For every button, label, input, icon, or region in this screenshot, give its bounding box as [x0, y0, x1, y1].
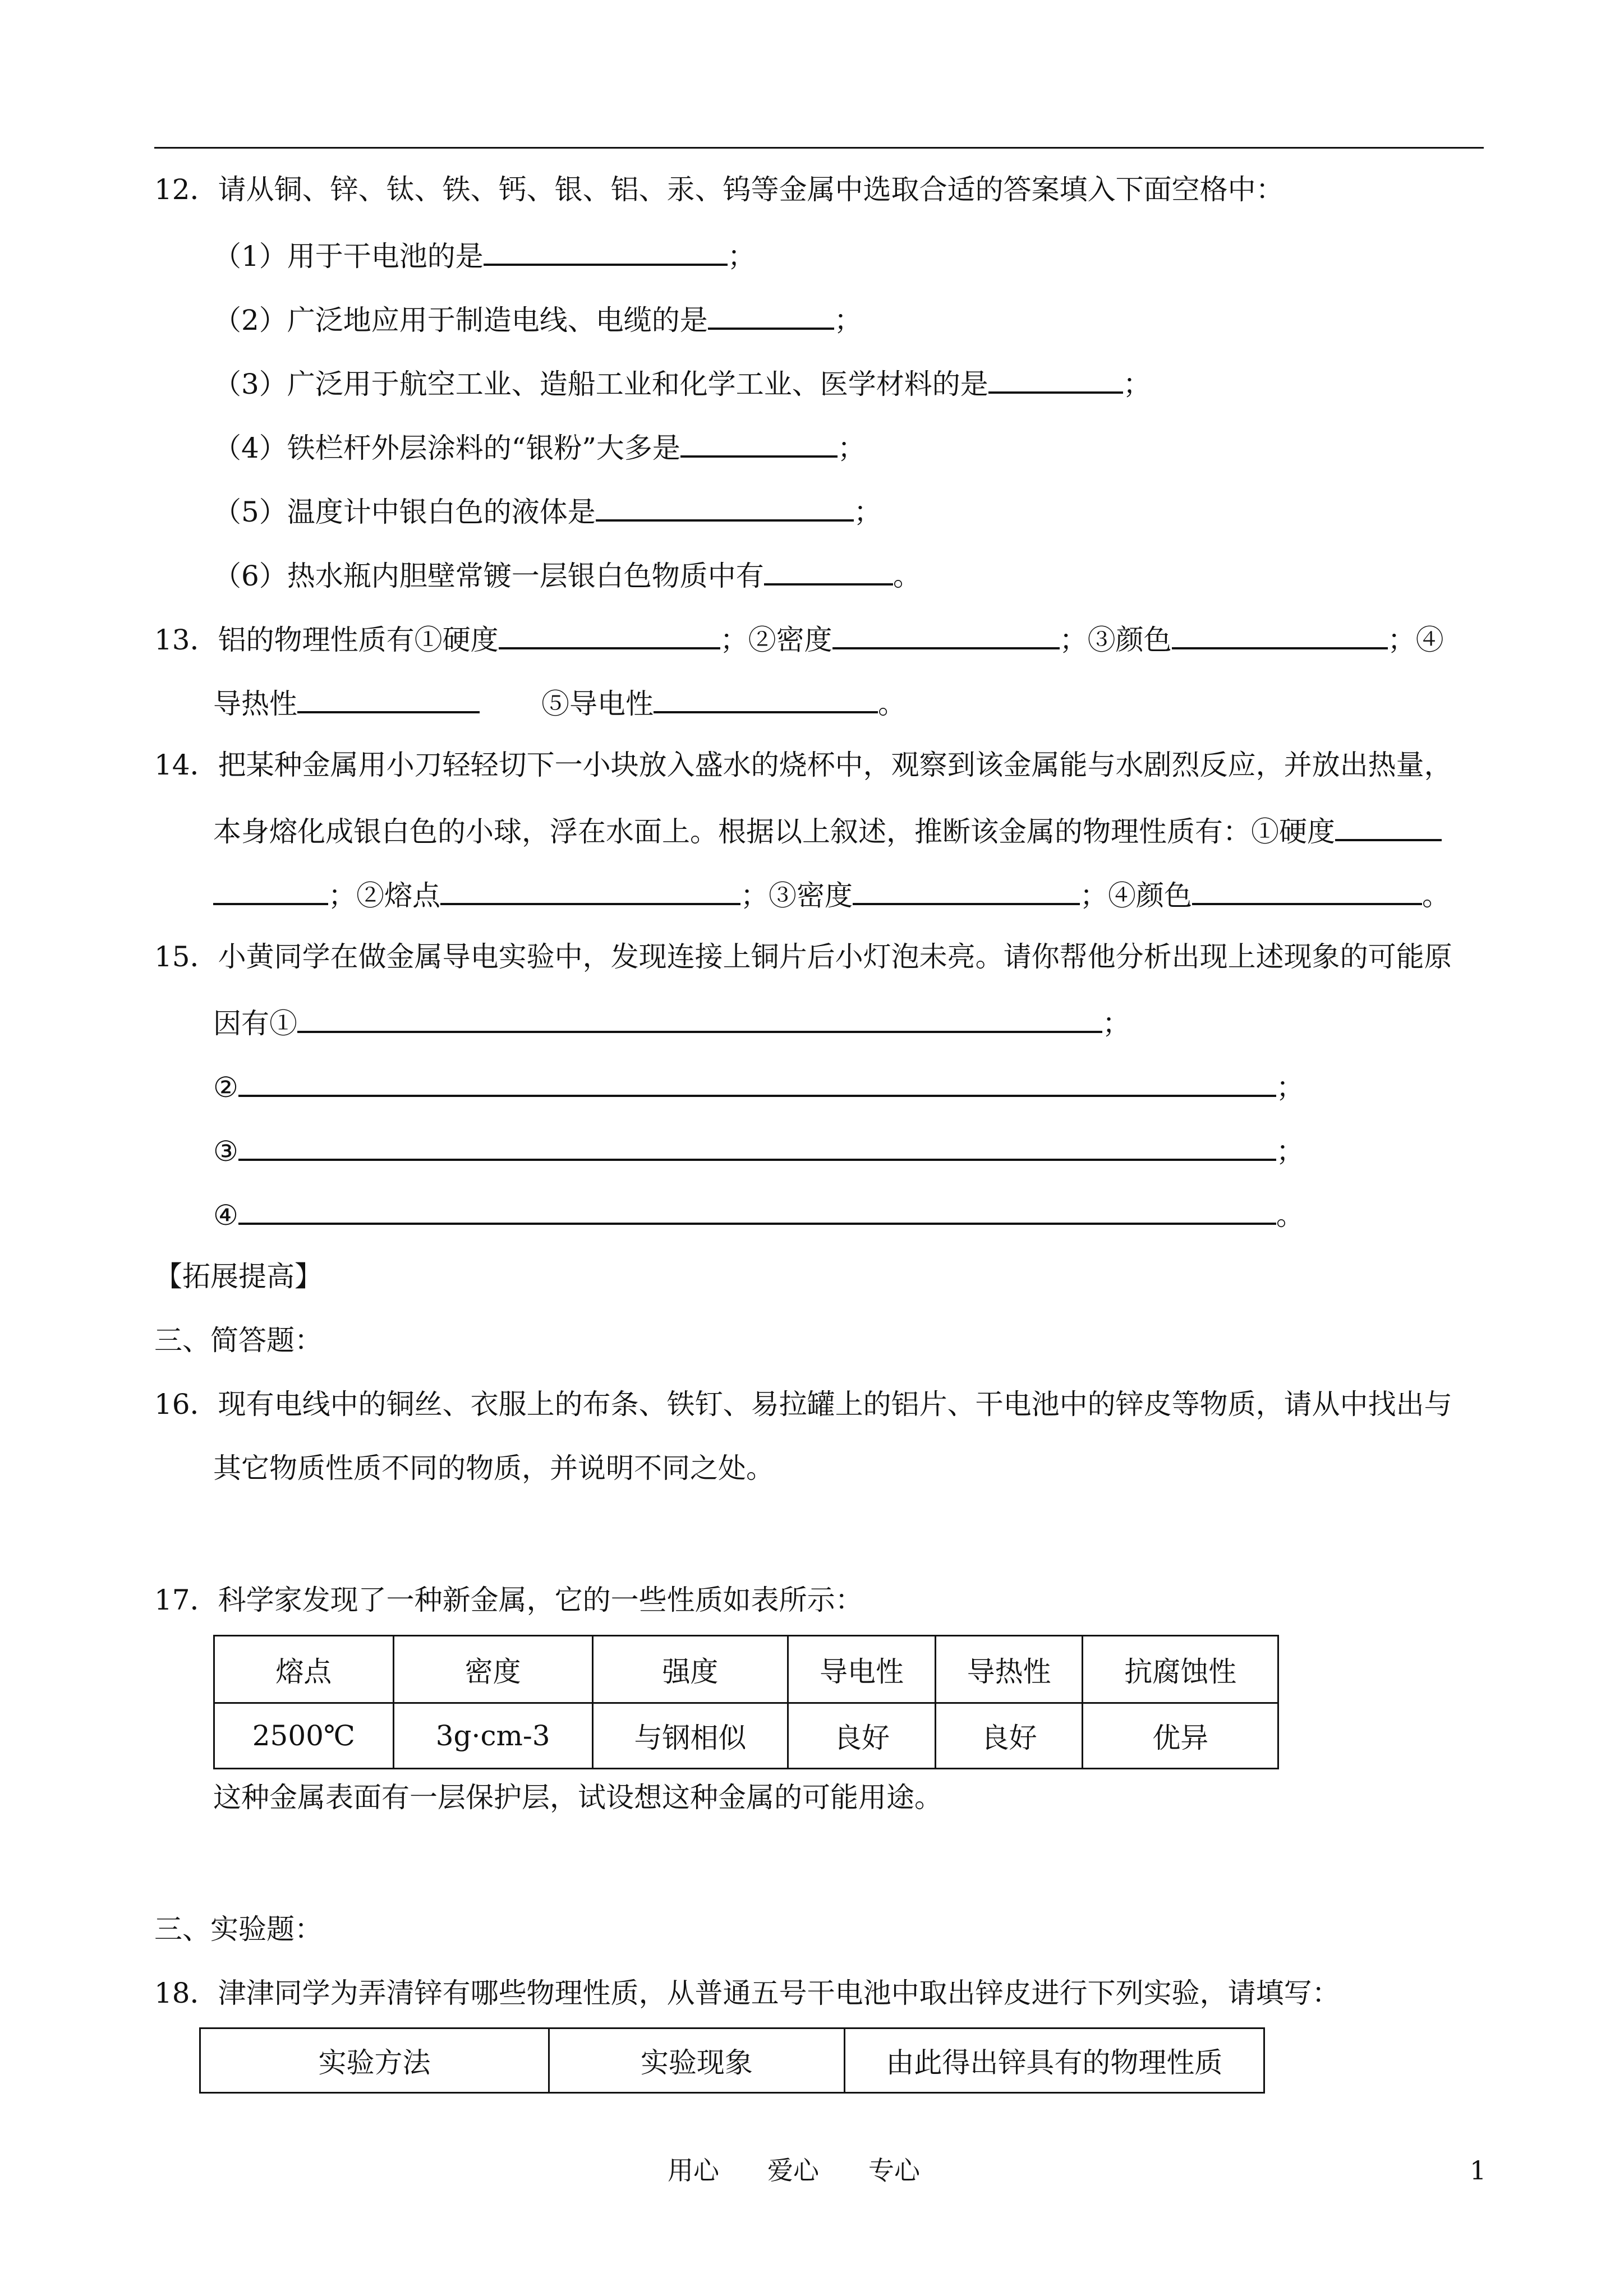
- q18-table-header-row: [200, 2028, 1264, 2093]
- q17-after-text: 这种金属表面有一层保护层，试设想这种金属的可能用途。: [213, 1781, 942, 1814]
- q14-line-2: [213, 812, 1442, 849]
- q17-table-value-row: [214, 1703, 1278, 1769]
- q17-value-cell: 良好: [788, 1703, 936, 1769]
- q17-header-cell: 强度: [592, 1636, 788, 1703]
- q17-header-cell: 抗腐蚀性: [1083, 1636, 1278, 1703]
- q12-item-4-text: （4）铁栏杆外层涂料的“银粉”大多是: [213, 432, 680, 464]
- q17-properties-table: [213, 1635, 1279, 1769]
- q18-header-cell: 实验现象: [549, 2028, 845, 2093]
- q14-hardness-blank-cont[interactable]: [213, 876, 328, 905]
- q18-experiment-table: [199, 2027, 1265, 2094]
- q12-answer-blank-3[interactable]: [988, 365, 1123, 394]
- q12-stem: 12．请从铜、锌、钛、铁、钙、银、铝、汞、钨等金属中选取合适的答案填入下面空格中：: [154, 173, 1284, 206]
- q16-line-2: 其它物质性质不同的物质，并说明不同之处。: [213, 1452, 774, 1484]
- section-experiment-heading: 三、实验题：: [154, 1913, 323, 1945]
- q14-line-3: [213, 876, 1450, 912]
- q15-reason-3-blank[interactable]: [238, 1132, 1276, 1161]
- q15-reason-2-blank[interactable]: [238, 1068, 1276, 1097]
- q13-color-label: ；③颜色: [1059, 624, 1172, 656]
- q14-hardness-blank[interactable]: [1335, 812, 1442, 841]
- q13-electric-label: ⑤导电性: [541, 688, 654, 720]
- q16-line-1: 16．现有电线中的铜丝、衣服上的布条、铁钉、易拉罐上的铝片、干电池中的锌皮等物质，请从中找出与: [154, 1388, 1452, 1421]
- q15-reason-1: [213, 1004, 1130, 1040]
- q13-line-2: [213, 684, 906, 721]
- q12-item-1-text: （1）用于干电池的是: [213, 240, 484, 273]
- q15-line-1: 15．小黄同学在做金属导电实验中，发现连接上铜片后小灯泡未亮。请你帮他分析出现上述现象的可能原: [154, 940, 1452, 973]
- q15-reason-2-mark: ②: [213, 1071, 238, 1104]
- q15-reason-3-mark: ③: [213, 1135, 238, 1168]
- q17-header-cell: 导热性: [935, 1636, 1083, 1703]
- q12-item-3-end: ；: [1122, 368, 1151, 400]
- q13-hardness-blank[interactable]: [499, 620, 720, 649]
- q12-item-2-text: （2）广泛地应用于制造电线、电缆的是: [213, 304, 708, 336]
- q13-color-blank[interactable]: [1172, 620, 1388, 649]
- q12-item-2: [213, 301, 862, 337]
- q17-value-cell: 良好: [935, 1703, 1083, 1769]
- q15-reason-3: [213, 1132, 1304, 1168]
- q12-item-3-text: （3）广泛用于航空工业、造船工业和化学工业、医学材料的是: [213, 368, 988, 400]
- page-number: 1: [1470, 2155, 1487, 2186]
- q12-item-4-end: ；: [837, 432, 866, 464]
- q18-header-cell: 实验方法: [200, 2028, 549, 2093]
- q13-hardness-label: 13．铝的物理性质有①硬度: [154, 624, 499, 656]
- q13-item4-label: ；④: [1387, 624, 1444, 656]
- q15-reason-1-blank[interactable]: [297, 1004, 1102, 1033]
- q14-color-blank[interactable]: [1192, 876, 1422, 905]
- section-short-answer-heading: 三、简答题：: [154, 1324, 323, 1357]
- q14-melting-label: ；②熔点: [328, 879, 440, 912]
- q12-item-2-end: ；: [834, 304, 862, 336]
- q12-answer-blank-1[interactable]: [484, 237, 728, 266]
- q17-value-cell: 优异: [1083, 1703, 1278, 1769]
- q15-reason-2-end: ；: [1276, 1071, 1304, 1104]
- footer-motto-2: 爱心: [767, 2155, 819, 2186]
- q14-line-1: 14．把某种金属用小刀轻轻切下一小块放入盛水的烧杯中，观察到该金属能与水剧烈反应，并放出热量，: [154, 749, 1452, 781]
- q12-item-5: [213, 492, 882, 529]
- q15-reason-4-mark: ④: [213, 1199, 238, 1232]
- q15-reason-1-label: 因有①: [213, 1007, 297, 1040]
- q17-value-cell: 与钢相似: [592, 1703, 788, 1769]
- q13-electric-blank[interactable]: [654, 684, 878, 713]
- q12-item-5-text: （5）温度计中银白色的液体是: [213, 496, 596, 528]
- q15-reason-4-blank[interactable]: [238, 1196, 1276, 1225]
- q14-melting-blank[interactable]: [440, 876, 740, 905]
- q17-table-header-row: [214, 1636, 1278, 1703]
- q12-answer-blank-2[interactable]: [708, 301, 834, 330]
- q13-line-1: [154, 620, 1444, 657]
- header-rule: [154, 147, 1484, 149]
- q15-reason-2: [213, 1068, 1304, 1104]
- q15-reason-4-end: 。: [1276, 1199, 1304, 1232]
- q15-reason-4: [213, 1196, 1304, 1232]
- footer-motto-3: 专心: [868, 2155, 920, 2186]
- q12-answer-blank-6[interactable]: [764, 556, 893, 585]
- q13-thermal-label: 导热性: [213, 688, 297, 720]
- q15-reason-3-end: ；: [1276, 1135, 1304, 1168]
- q13-density-label: ；②密度: [720, 624, 832, 656]
- q17-stem: 17．科学家发现了一种新金属，它的一些性质如表所示：: [154, 1584, 863, 1616]
- q14-density-blank[interactable]: [853, 876, 1080, 905]
- footer-motto-1: 用心: [668, 2155, 719, 2186]
- q12-answer-blank-5[interactable]: [596, 492, 854, 522]
- q12-item-6-end: 。: [892, 560, 921, 592]
- q12-item-4: [213, 428, 866, 465]
- q17-header-cell: 熔点: [214, 1636, 394, 1703]
- section-extend-heading: 【拓展提高】: [154, 1260, 323, 1293]
- q12-item-3: [213, 365, 1151, 401]
- q17-value-cell: 3g·cm-3: [393, 1703, 592, 1769]
- q15-reason-1-end: ；: [1102, 1007, 1130, 1040]
- q13-thermal-blank[interactable]: [297, 684, 480, 713]
- q17-header-cell: 导电性: [788, 1636, 936, 1703]
- q12-item-1-end: ；: [727, 240, 756, 273]
- q14-color-label: ；④颜色: [1080, 879, 1192, 912]
- q17-header-cell: 密度: [393, 1636, 592, 1703]
- q12-item-5-end: ；: [853, 496, 882, 528]
- q18-header-cell: 由此得出锌具有的物理性质: [844, 2028, 1264, 2093]
- q13-end: 。: [878, 688, 906, 720]
- q12-item-6-text: （6）热水瓶内胆壁常镀一层银白色物质中有: [213, 560, 764, 592]
- q17-value-cell: 2500℃: [214, 1703, 394, 1769]
- q12-item-1: [213, 237, 756, 273]
- q18-stem: 18．津津同学为弄清锌有哪些物理性质，从普通五号干电池中取出锌皮进行下列实验，请填写：: [154, 1977, 1340, 2009]
- q14-line-2-text: 本身熔化成银白色的小球，浮在水面上。根据以上叙述，推断该金属的物理性质有：①硬度: [213, 815, 1335, 848]
- q12-item-6: [213, 556, 921, 593]
- q14-density-label: ；③密度: [740, 879, 853, 912]
- q12-answer-blank-4[interactable]: [680, 428, 838, 458]
- q13-density-blank[interactable]: [832, 620, 1060, 649]
- q14-end: 。: [1422, 879, 1450, 912]
